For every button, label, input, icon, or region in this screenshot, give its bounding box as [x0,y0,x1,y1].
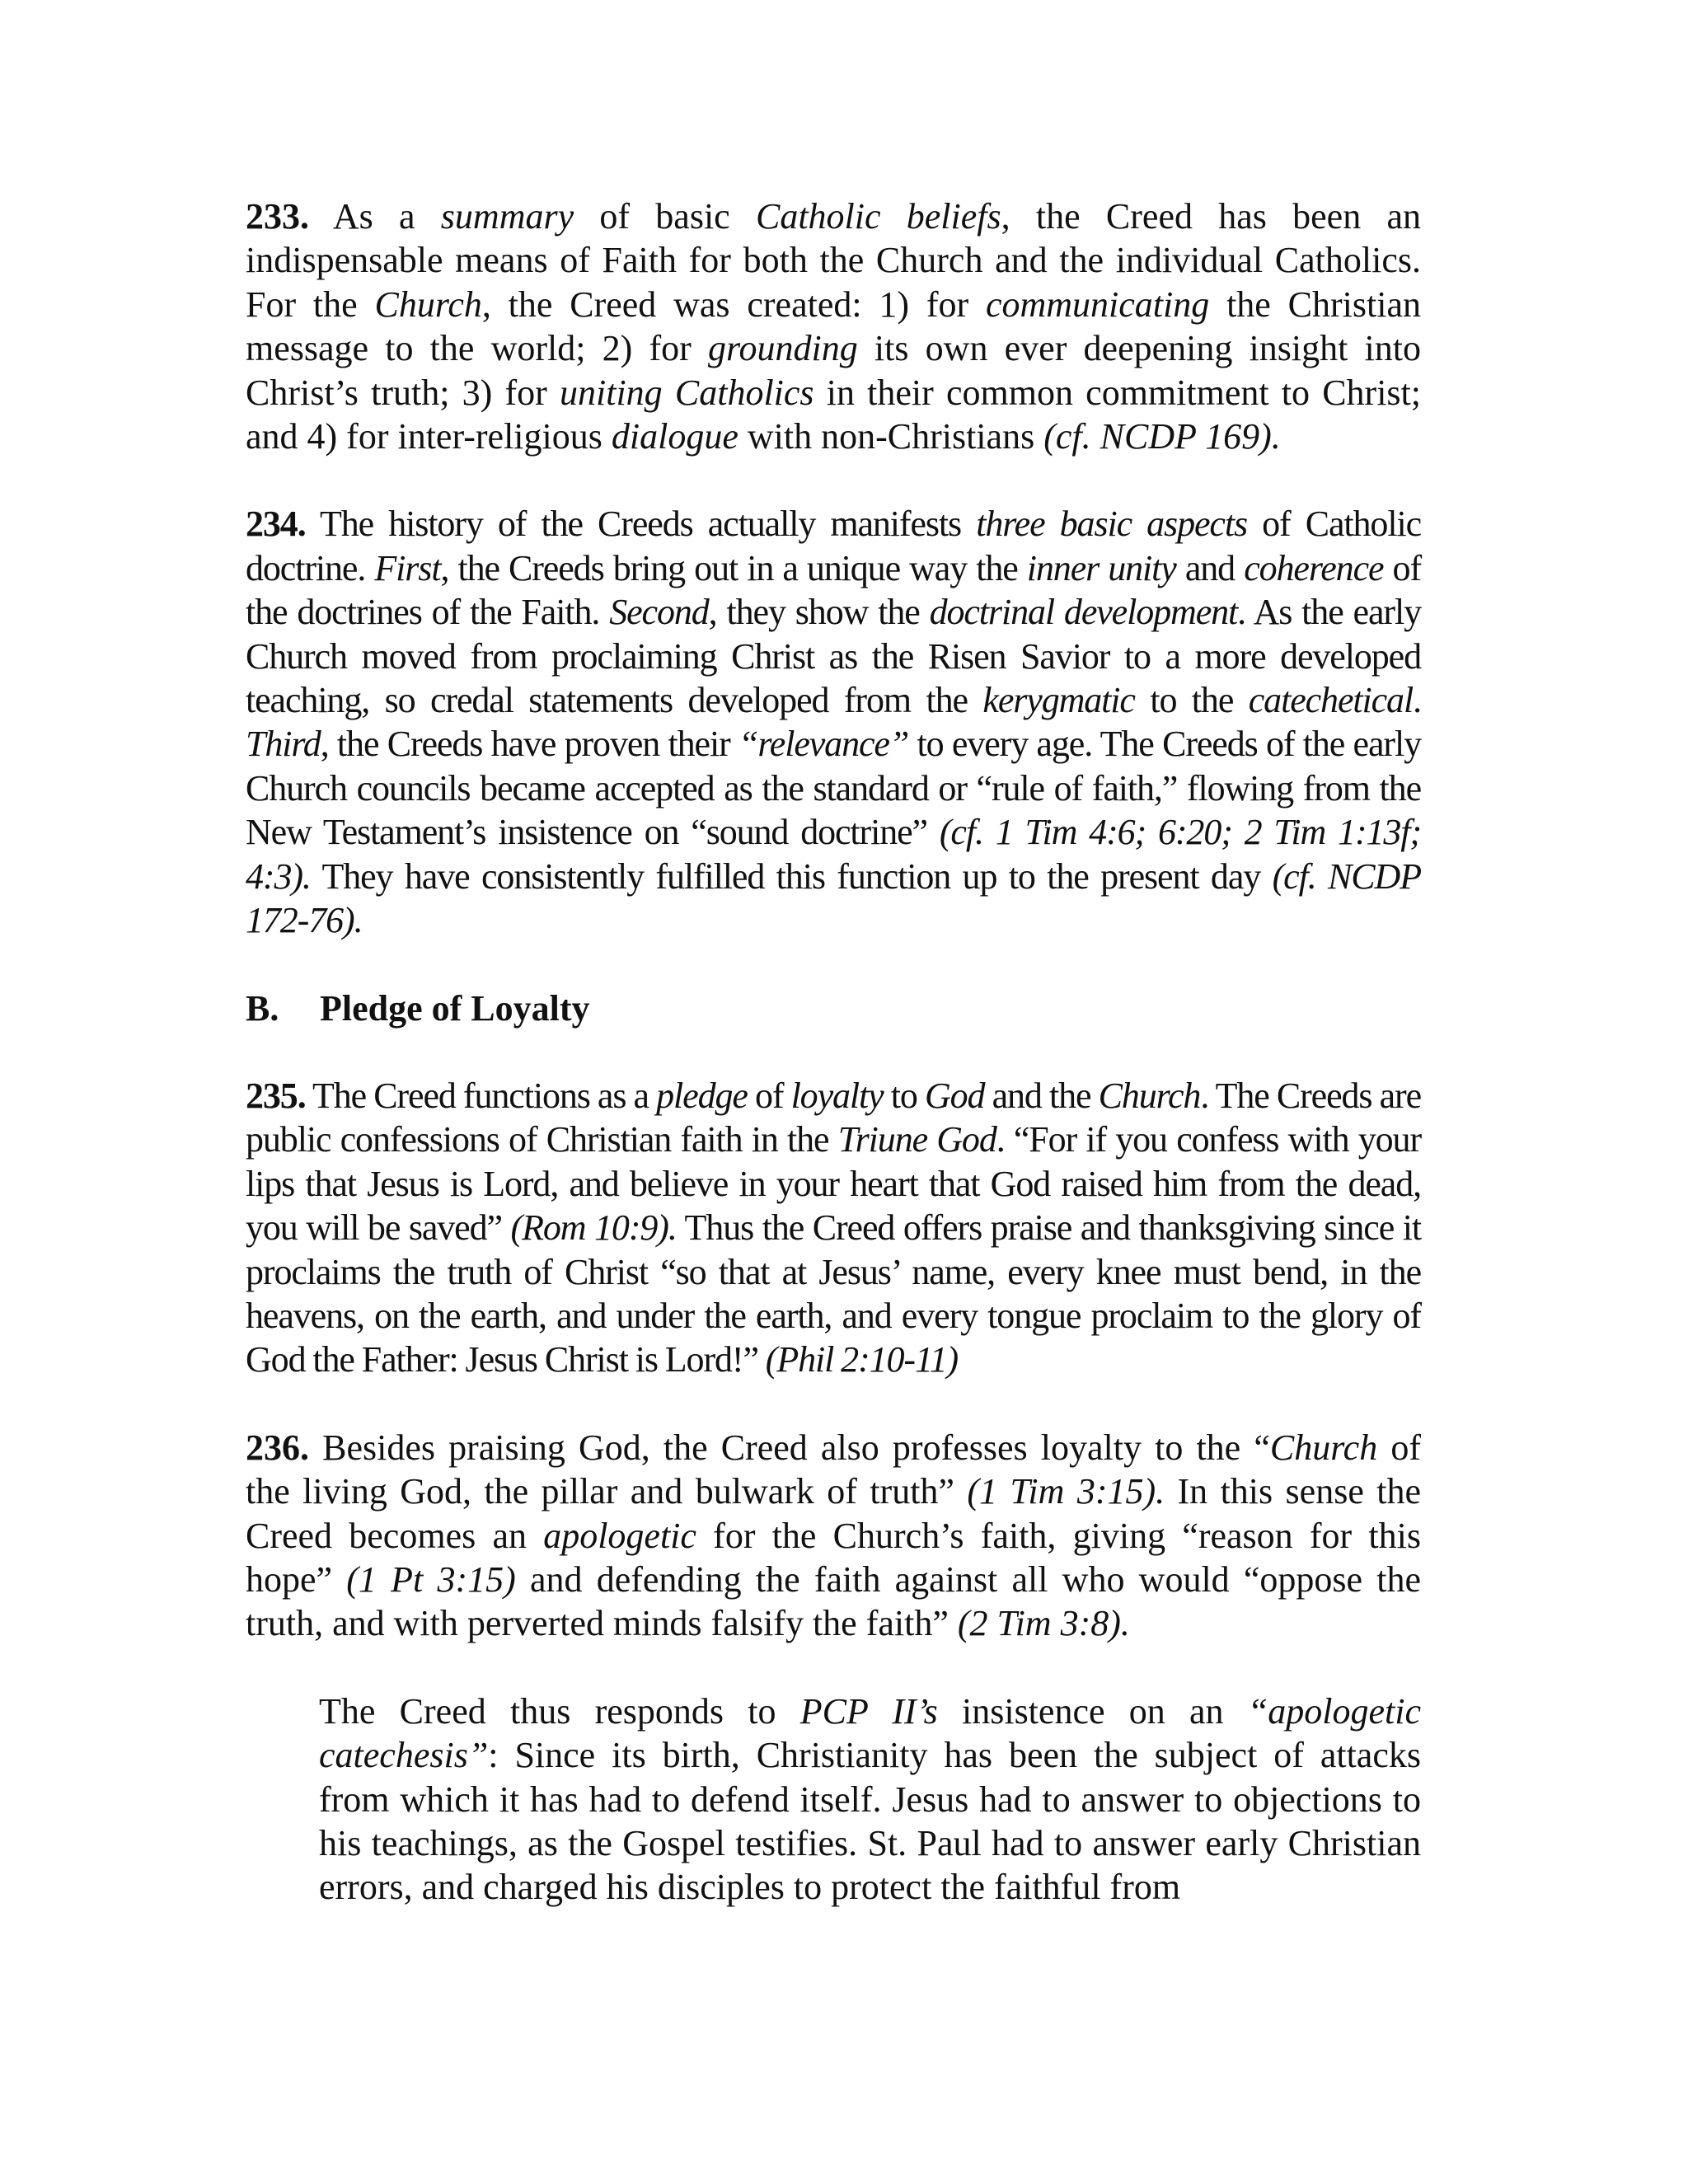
text-run: of the doctrines of the Faith. [246,547,1421,633]
text-run: The Creed functions as a [305,1075,657,1116]
paragraph-text [246,504,1421,940]
italic-run: (cf. 1 Tim 4:6; 6:20; 2 Tim 1:13f; 4:3). [246,812,1421,897]
text-run: the Christian message to the world; 2) for [246,284,1421,369]
italic-run: (Phil 2:10-11) [765,1339,959,1380]
text-run: and the [984,1075,1099,1116]
text-run: Besides praising God, the Creed also professes loyalty to the “ [309,1427,1270,1468]
paragraph-text [246,1427,1421,1644]
text-run: , the Creeds bring out in a unique way the [440,547,1027,588]
text-run: its own ever deepening insight into Christ’s truth; 3) for [246,328,1421,413]
text-run: and defending the faith against all who would “oppose the truth, and with perverted minds falsify the faith” [246,1558,1422,1644]
paragraph-233 [246,194,1421,458]
text-run: to the [1134,680,1249,721]
paragraph-number: 236. [246,1427,309,1468]
text-run: , the Creeds have proven their [320,724,738,765]
italic-run: (2 Tim 3:8). [957,1603,1130,1644]
text-run: The history of the Creeds actually manifests [305,504,977,545]
italic-run: Church [374,284,482,325]
text-run: . [1413,680,1421,721]
text-run: in their common commitment to Christ; and 4) for inter-religious [246,372,1421,457]
italic-run: Catholic beliefs [755,196,1001,237]
italic-run: apologetic [543,1515,696,1556]
italic-run: “apologetic catechesis” [319,1690,1421,1776]
text-run: of basic [574,196,756,237]
italic-run: uniting Catholics [560,372,814,413]
text-run: of [747,1075,791,1116]
italic-run: inner unity [1026,547,1176,588]
text-run: , they show the [708,592,930,633]
text-run: for the Church’s faith, giving “reason for this hope” [246,1515,1421,1600]
text-run: . “For if you confess with your lips that Jesus is Lord, and believe in your heart that God raised him from the dead, you will be saved” [246,1119,1421,1249]
text-run: insistence on an [937,1690,1248,1732]
italic-run: (1 Pt 3:15) [346,1558,516,1600]
paragraph-text [246,1076,1421,1380]
italic-run: Third [246,724,321,765]
paragraph-text [246,196,1421,457]
text-run: and [1175,547,1245,588]
text-run: As a [309,196,441,237]
text-run: The Creed thus responds to [319,1690,800,1732]
section-letter: B. [246,987,279,1029]
text-run: to every age. The Creeds of the early Church councils became accepted as the standard or “rule of faith,” flowing from the New Testament’s insistence on “sound doctrine” [246,724,1421,853]
italic-run: “relevance” [738,724,909,765]
italic-run: three basic aspects [976,504,1247,545]
italic-run: doctrinal development [929,592,1238,633]
italic-run: coherence [1244,547,1384,588]
italic-run: God [924,1075,985,1116]
text-run: of Catholic doctrine. [246,504,1422,588]
italic-run: (1 Tim 3:15). [967,1471,1165,1512]
text-run: to [883,1075,925,1116]
text-run: They have consistently fulfilled this function up to the present day [310,855,1273,897]
document-page [246,194,1421,1910]
text-run: with non-Christians [738,416,1044,457]
italic-run: pledge [656,1075,748,1116]
text-run: , the Creed was created: 1) for [481,284,986,325]
indented-paragraph [319,1690,1421,1910]
italic-run: Second [609,592,709,633]
text-run: . As the early Church moved from proclaiming Christ as the Risen Savior to a more developed teaching, so credal statements developed from the [246,592,1421,721]
italic-run: summary [440,196,574,237]
section-heading [246,987,1421,1030]
text-run: Thus the Creed offers praise and thanksgiving since it proclaims the truth of Christ “so that at Jesus’ name, every knee must bend, in the heavens, on the earth, and under the earth, and every tongue proclaim to the glory of God the Father: Jesus Christ is Lord!” [246,1207,1421,1380]
italic-run: (cf. NCDP 169). [1043,416,1281,457]
italic-run: Triune God [837,1119,996,1160]
italic-run: (cf. NCDP 172-76). [246,855,1421,941]
italic-run: grounding [708,328,858,369]
italic-run: communicating [985,284,1210,325]
italic-run: (Rom 10:9). [510,1207,677,1249]
text-run: of the living God, the pillar and bulwark of truth” [246,1427,1421,1512]
paragraph-number: 233. [246,196,309,237]
text-run: : Since its birth, Christianity has been the subject of attacks from which it has had to defend itself. Jesus had to answer to objections to his teachings, as the Gospel testifies. St. Paul had to answer early Christian errors, and charged his disciples to protect the faithful from [319,1735,1421,1908]
italic-run: Church [1098,1075,1201,1116]
text-run: , the Creed has been an indispensable means of Faith for both the Church and the individual Catholics. For the [246,196,1422,325]
paragraph-text [319,1691,1421,1908]
section-title: Pledge of Loyalty [320,987,590,1029]
italic-run: loyalty [790,1075,884,1116]
text-run: . The Creeds are public confessions of Christian faith in the [246,1075,1421,1160]
paragraph-number: 235. [246,1075,306,1116]
text-run: In this sense the Creed becomes an [246,1471,1421,1556]
italic-run: catechetical [1248,680,1414,721]
italic-run: First [374,547,441,588]
italic-run: PCP II’s [799,1690,938,1732]
italic-run: kerygmatic [982,680,1135,721]
paragraph-234 [246,502,1421,942]
paragraph-236 [246,1426,1421,1646]
paragraph-235 [246,1074,1421,1382]
italic-run: Church [1269,1427,1378,1468]
paragraph-number: 234. [246,504,306,545]
italic-run: dialogue [611,416,738,457]
